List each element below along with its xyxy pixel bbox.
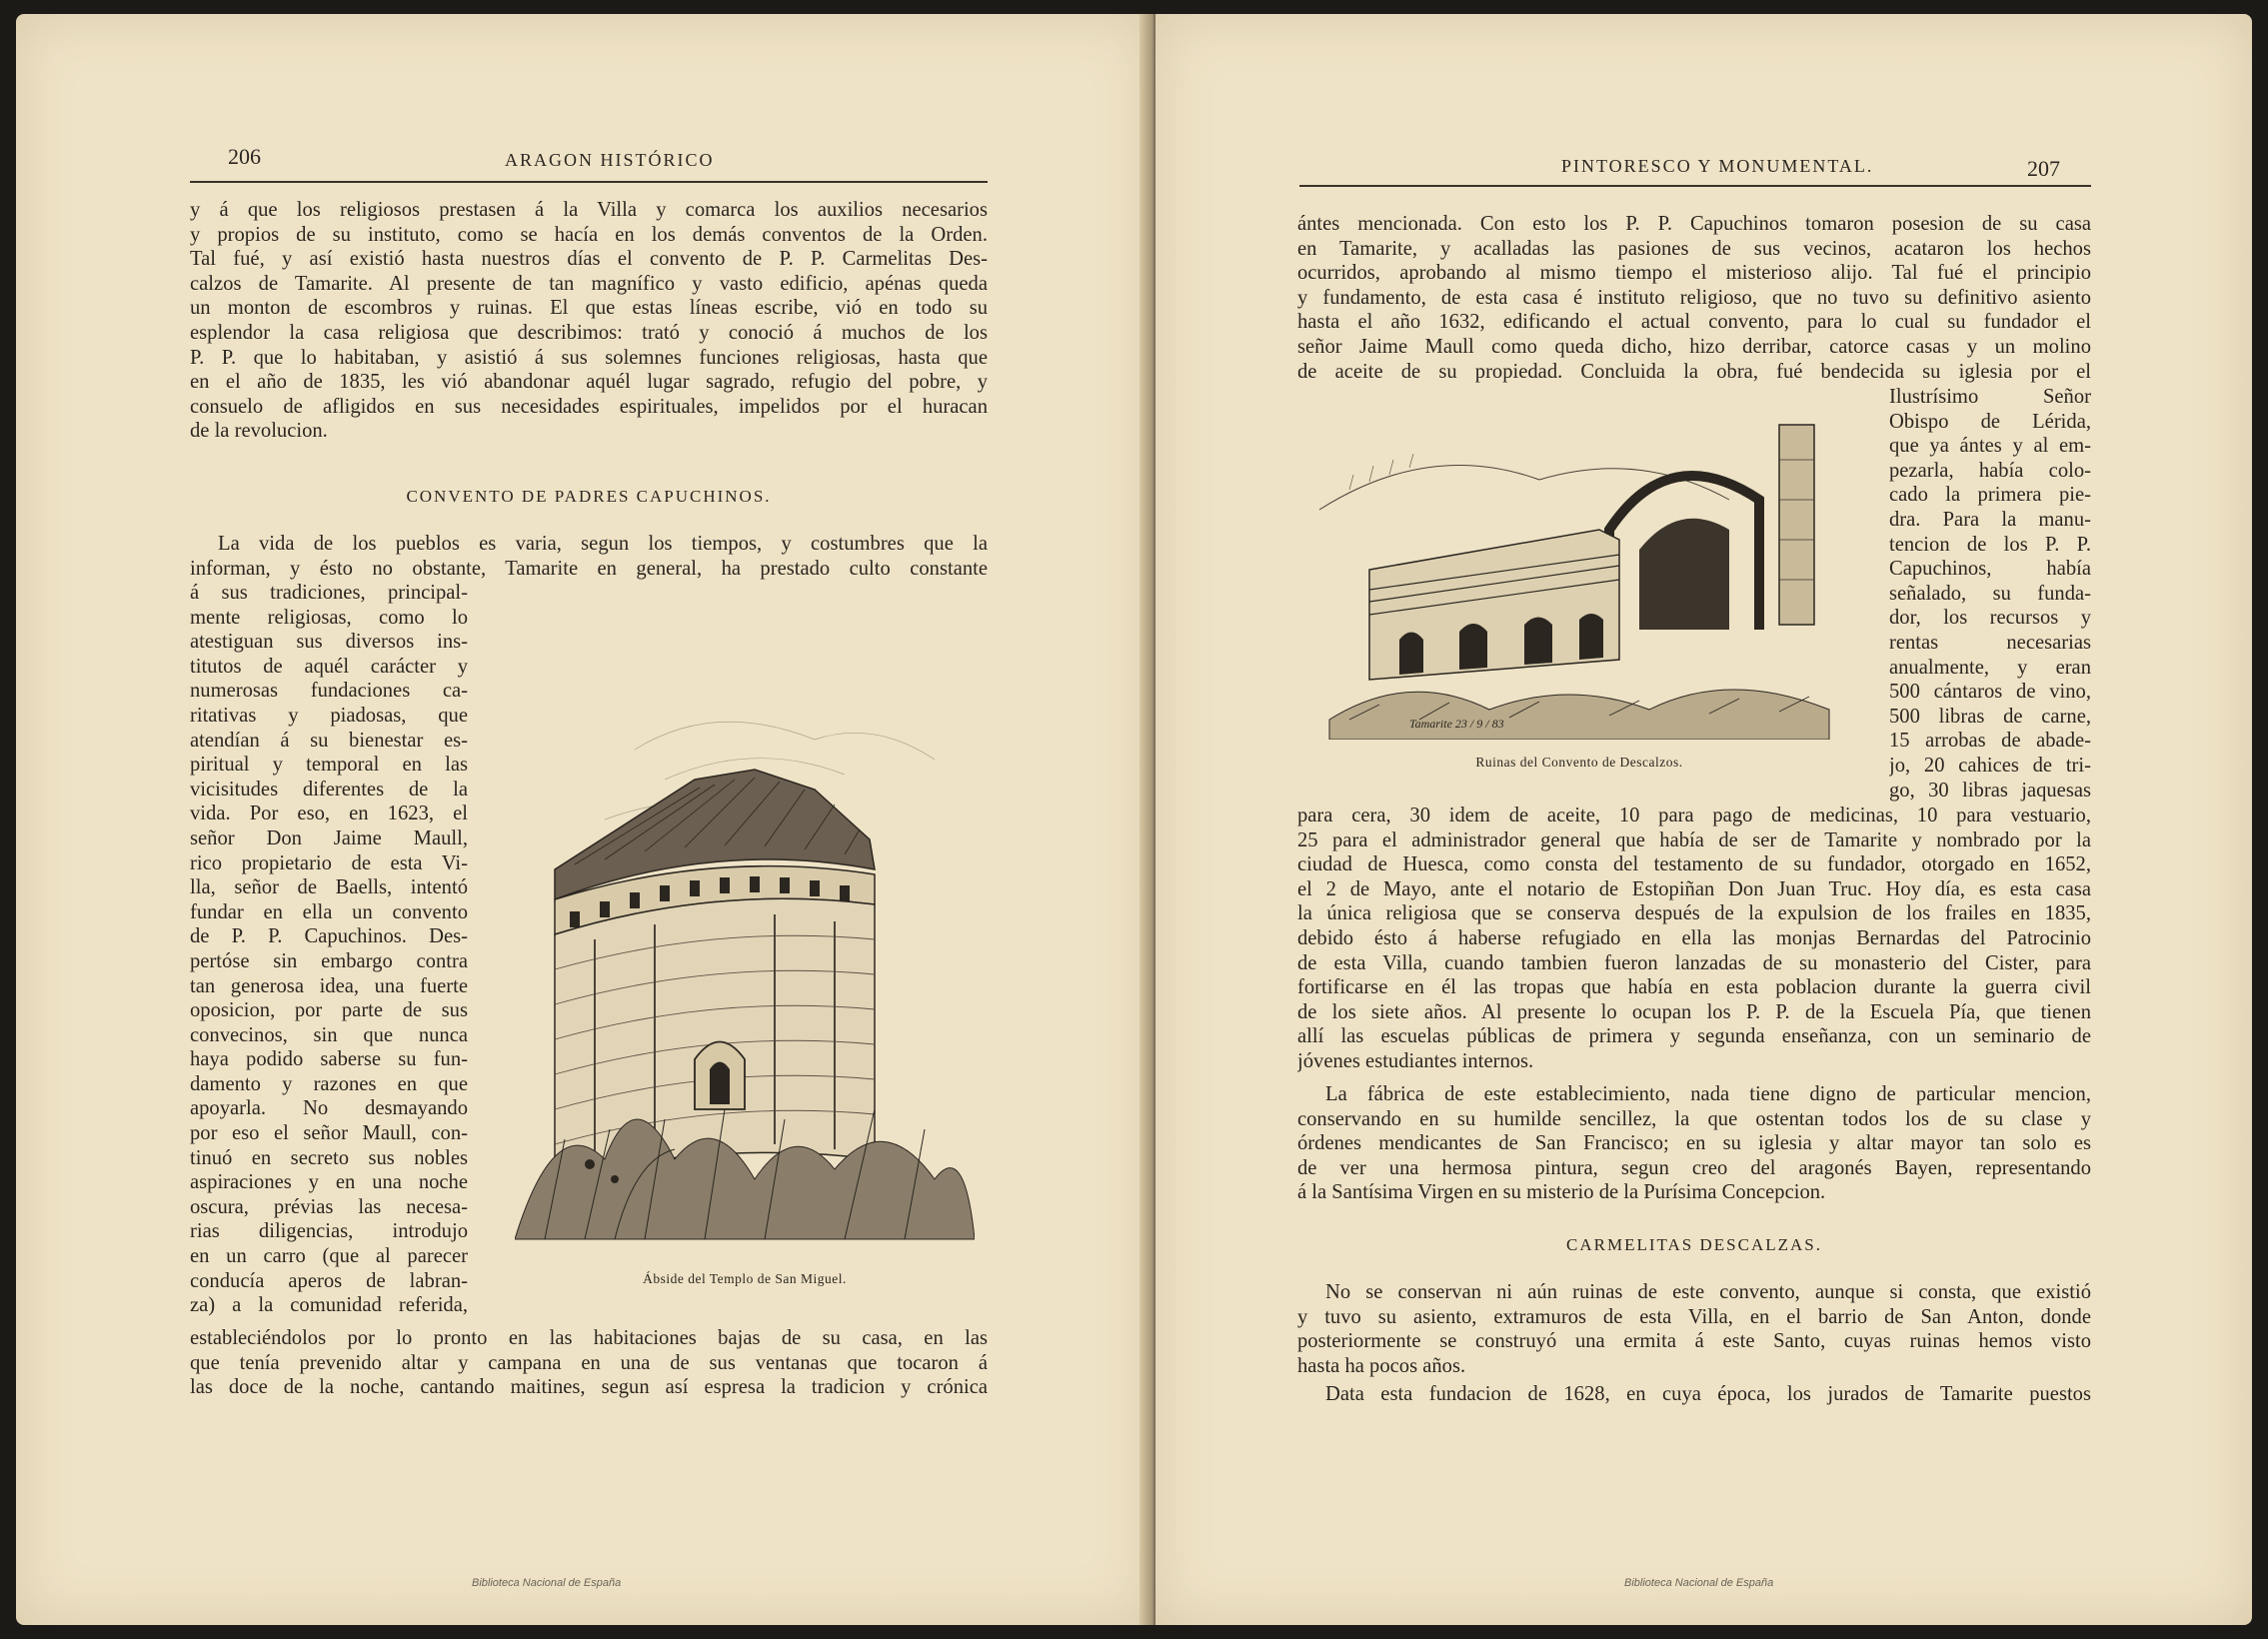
- right-paragraph-1-tail: [1297, 804, 2091, 1074]
- ruins-artist-signature: Tamarite 23 / 9 / 83: [1409, 717, 1504, 731]
- left-paragraph-2-intro: [190, 532, 988, 581]
- right-paragraph-1-wrap-line: cado la primera pie-: [1889, 484, 2091, 507]
- left-paragraph-2-wrap-line: atestiguan sus diversos ins-: [190, 631, 468, 654]
- right-paragraph-2-line: La fábrica de este establecimiento, nada tiene digno de particular mencion,: [1325, 1083, 2091, 1105]
- left-footer: Biblioteca Nacional de España: [472, 1577, 622, 1589]
- right-paragraph-2-line: órdenes mendicantes de San Francisco; en su iglesia y altar mayor tan solo es: [1297, 1132, 2091, 1155]
- left-paragraph-2-wrap-line: za) a la comunidad referida,: [190, 1294, 468, 1317]
- left-paragraph-2-wrap-line: vicisitudes diferentes de la: [190, 778, 468, 801]
- right-paragraph-1-tail-line: de esta Villa, cuando tambien fueron lanzadas de su monasterio del Cister, para: [1297, 951, 2091, 974]
- right-paragraph-1-line: ocurridos, aprobando al mismo tiempo el misterioso alijo. Tal fué el principio: [1297, 262, 2091, 285]
- left-paragraph-2-wrap-line: ritativas y piadosas, que: [190, 704, 468, 727]
- right-paragraph-1-wrap: [1889, 385, 2091, 803]
- right-paragraph-1-line: ántes mencionada. Con esto los P. P. Capuchinos tomaron posesion de su casa: [1297, 213, 2091, 235]
- left-paragraph-2-wrap-line: rias diligencias, introdujo: [190, 1220, 468, 1243]
- right-paragraph-1-line: hasta el año 1632, edificando el actual convento, para lo cual su fundador el: [1297, 311, 2091, 334]
- right-paragraph-4-line: Data esta fundacion de 1628, en cuya época, los jurados de Tamarite puestos: [1325, 1383, 2091, 1405]
- left-paragraph-2-wrap-line: de P. P. Capuchinos. Des-: [190, 925, 468, 948]
- right-paragraph-3: [1297, 1280, 2091, 1378]
- right-section-heading: CARMELITAS DESCALZAS.: [1566, 1235, 1822, 1254]
- right-paragraph-1-line: en Tamarite, y acalladas las pasiones de sus vecinos, acataron los hechos: [1297, 237, 2091, 260]
- left-paragraph-2-wrap-line: oscura, prévias las necesa-: [190, 1195, 468, 1218]
- left-paragraph-2-tail: [190, 1326, 988, 1400]
- ruins-drawing: [1309, 420, 1849, 740]
- right-paragraph-3-line: posteriormente se construyó una ermita á este Santo, cuyas ruinas hemos visto: [1297, 1330, 2091, 1353]
- left-paragraph-2-line: La vida de los pueblos es varia, segun los tiempos, y costumbres que la: [218, 533, 988, 555]
- right-paragraph-1-tail-line: la única religiosa que se conserva después de la expulsion de los frailes en 1835,: [1297, 902, 2091, 925]
- left-paragraph-2-wrap-line: titutos de aquél carácter y: [190, 655, 468, 678]
- right-paragraph-3-line: hasta ha pocos años.: [1297, 1354, 1466, 1377]
- right-paragraph-1-tail-line: fortificarse en él las tropas que había en esta poblacion durante la guerra civil: [1297, 976, 2091, 999]
- right-paragraph-1-wrap-line: dra. Para la manu-: [1889, 508, 2091, 531]
- right-paragraph-1-tail-line: allí las escuelas públicas de primera y segunda enseñanza, con un seminario de: [1297, 1025, 2091, 1048]
- left-paragraph-2-wrap-line: pertóse sin embargo contra: [190, 949, 468, 972]
- right-paragraph-1-wrap-line: Ilustrísimo Señor: [1889, 386, 2091, 408]
- left-paragraph-1-line: Tal fué, y así existió hasta nuestros días el convento de P. P. Carmelitas Des-: [190, 248, 988, 271]
- left-paragraph-1-line: de la revolucion.: [190, 420, 328, 443]
- left-paragraph-2-wrap-line: en un carro (que al parecer: [190, 1245, 468, 1268]
- left-paragraph-1-line: consuelo de afligidos en sus necesidades espirituales, impelidos por el huracan: [190, 395, 988, 418]
- left-paragraph-2-wrap-line: damento y razones en que: [190, 1072, 468, 1095]
- left-paragraph-2-wrap-line: mente religiosas, como lo: [190, 606, 468, 629]
- left-page-number: 206: [228, 144, 261, 169]
- right-paragraph-2-line: á la Santísima Virgen en su misterio de la Purísima Concepcion.: [1297, 1181, 1826, 1204]
- right-paragraph-1-wrap-line: señalado, su funda-: [1889, 582, 2091, 605]
- right-paragraph-1-wrap-line: jo, 20 cahices de tri-: [1889, 754, 2091, 777]
- left-paragraph-2-wrap-line: á sus tradiciones, principal-: [190, 582, 468, 604]
- left-paragraph-2-wrap: [190, 581, 468, 1318]
- left-section-heading: CONVENTO DE PADRES CAPUCHINOS.: [406, 487, 772, 506]
- left-paragraph-2-wrap-line: señor Don Jaime Maull,: [190, 826, 468, 849]
- left-paragraph-2-wrap-line: convecinos, sin que nunca: [190, 1023, 468, 1046]
- left-running-header: ARAGON HISTÓRICO: [505, 150, 715, 170]
- left-paragraph-1-line: P. P. que lo habitaban, y asistió á sus solemnes funciones religiosas, hasta que: [190, 346, 988, 369]
- left-paragraph-2-wrap-line: conducía aperos de labran-: [190, 1269, 468, 1292]
- left-paragraph-2-wrap-line: vida. Por eso, en 1623, el: [190, 803, 468, 825]
- right-paragraph-1-wrap-line: anualmente, y eran: [1889, 656, 2091, 679]
- right-paragraph-3-line: y tuvo su asiento, extramuros de esta Villa, en el barrio de San Anton, donde: [1297, 1305, 2091, 1328]
- right-paragraph-1-wrap-line: go, 30 libras jaquesas: [1889, 779, 2091, 802]
- left-paragraph-1-line: un monton de escombros y ruinas. El que estas líneas escribe, vió en todo su: [190, 297, 988, 320]
- apse-drawing: [515, 640, 975, 1249]
- right-paragraph-1-wrap-line: Obispo de Lérida,: [1889, 410, 2091, 433]
- left-paragraph-2-wrap-line: tan generosa idea, una fuerte: [190, 974, 468, 997]
- apse-illustration-caption: Ábside del Templo de San Miguel.: [643, 1271, 847, 1286]
- left-paragraph-1-line: y á que los religiosos prestasen á la Villa y comarca los auxilios necesarios: [190, 199, 988, 221]
- left-paragraph-2-line: informan, y ésto no obstante, Tamarite en general, ha prestado culto constante: [190, 557, 988, 580]
- right-paragraph-1-line: de aceite de su propiedad. Concluida la obra, fué bendecida su iglesia por el: [1297, 360, 2091, 383]
- right-paragraph-1-wrap-line: 15 arrobas de abade-: [1889, 730, 2091, 753]
- ruins-illustration-caption: Ruinas del Convento de Descalzos.: [1475, 755, 1683, 770]
- ruins-illustration: [1309, 420, 1849, 740]
- left-paragraph-1-line: esplendor la casa religiosa que describimos: trató y conoció á muchos de los: [190, 321, 988, 344]
- right-paragraph-1-wrap-line: que ya ántes y al em-: [1889, 435, 2091, 458]
- left-paragraph-2-wrap-line: por eso el señor Maull, con-: [190, 1122, 468, 1145]
- right-paragraph-1-wrap-line: 500 cántaros de vino,: [1889, 681, 2091, 704]
- apse-illustration: [515, 640, 975, 1249]
- right-paragraph-1-tail-line: jóvenes estudiantes internos.: [1297, 1049, 1534, 1072]
- right-paragraph-1-tail-line: el 2 de Mayo, ante el notario de Estopiñan Don Juan Truc. Hoy día, es esta casa: [1297, 877, 2091, 900]
- right-footer: Biblioteca Nacional de España: [1624, 1577, 1774, 1589]
- left-paragraph-1-line: en el año de 1835, les vió abandonar aquél lugar sagrado, refugio del pobre, y: [190, 371, 988, 394]
- left-paragraph-2-wrap-line: fundar en ella un convento: [190, 900, 468, 923]
- left-paragraph-2-tail-line: las doce de la noche, cantando maitines, segun así espresa la tradicion y crónica: [190, 1376, 988, 1399]
- left-paragraph-2-tail-line: que tenía prevenido altar y campana en una de sus ventanas que tocaron á: [190, 1351, 988, 1374]
- right-paragraph-1-wrap-line: tencion de los P. P.: [1889, 533, 2091, 556]
- right-paragraph-1-intro: [1297, 212, 2091, 384]
- right-paragraph-1-tail-line: debido ésto á haberse refugiado en ella las monjas Bernardas del Patrocinio: [1297, 926, 2091, 949]
- right-paragraph-1-wrap-line: pezarla, había colo-: [1889, 459, 2091, 482]
- right-paragraph-3-line: No se conservan ni aún ruinas de este convento, aunque si consta, que existió: [1325, 1281, 2091, 1303]
- right-running-header: PINTORESCO Y MONUMENTAL.: [1561, 156, 1874, 176]
- right-paragraph-1-tail-line: ciudad de Huesca, como consta del testamento de su fundador, otorgado en 1652,: [1297, 853, 2091, 876]
- right-paragraph-1-tail-line: para cera, 30 idem de aceite, 10 para pago de medicinas, 10 para vestuario,: [1297, 805, 2091, 826]
- right-paragraph-2: [1297, 1082, 2091, 1205]
- left-paragraph-2-tail-line: estableciéndolos por lo pronto en las habitaciones bajas de su casa, en las: [190, 1327, 988, 1349]
- left-paragraph-2-wrap-line: aspiraciones y en una noche: [190, 1171, 468, 1194]
- right-header-rule: [1299, 185, 2091, 187]
- right-paragraph-1-wrap-line: 500 libras de carne,: [1889, 705, 2091, 728]
- right-page-number: 207: [2027, 156, 2060, 181]
- left-paragraph-1: [190, 198, 988, 444]
- left-paragraph-2-wrap-line: numerosas fundaciones ca-: [190, 680, 468, 703]
- left-paragraph-2-wrap-line: piritual y temporal en las: [190, 754, 468, 777]
- right-paragraph-1-wrap-line: Capuchinos, había: [1889, 558, 2091, 581]
- left-paragraph-2-wrap-line: haya podido saberse su fun-: [190, 1048, 468, 1071]
- right-paragraph-1-wrap-line: rentas necesarias: [1889, 631, 2091, 654]
- left-paragraph-2-wrap-line: apoyarla. No desmayando: [190, 1097, 468, 1120]
- right-paragraph-1-line: señor Jaime Maull como queda dicho, hizo derribar, catorce casas y un molino: [1297, 335, 2091, 358]
- left-paragraph-1-line: calzos de Tamarite. Al presente de tan magnífico y vasto edificio, apénas queda: [190, 272, 988, 295]
- right-paragraph-1-tail-line: de los siete años. Al presente lo ocupan los P. P. de la Escuela Pía, que tienen: [1297, 1000, 2091, 1023]
- left-paragraph-1-line: y propios de su instituto, como se hacía en los demás conventos de la Orden.: [190, 223, 988, 246]
- right-paragraph-1-wrap-line: dor, los recursos y: [1889, 607, 2091, 630]
- left-header-rule: [190, 181, 988, 183]
- right-paragraph-4: [1297, 1382, 2091, 1407]
- left-paragraph-2-wrap-line: lla, señor de Baells, intentó: [190, 876, 468, 899]
- right-paragraph-2-line: conservando en su humilde sencillez, la que ostentan todos los de su clase y: [1297, 1107, 2091, 1130]
- right-paragraph-2-line: de ver una hermosa pintura, segun creo del aragonés Bayen, representando: [1297, 1156, 2091, 1179]
- right-paragraph-1-line: y fundamento, de esta casa é instituto religioso, que no tuvo su definitivo asiento: [1297, 286, 2091, 309]
- left-paragraph-2-wrap-line: atendían á su bienestar es-: [190, 729, 468, 752]
- left-paragraph-2-wrap-line: oposicion, por parte de sus: [190, 999, 468, 1022]
- right-paragraph-1-tail-line: 25 para el administrador general que había de ser de Tamarite y nombrado por la: [1297, 828, 2091, 851]
- left-paragraph-2-wrap-line: rico propietario de esta Vi-: [190, 851, 468, 874]
- left-paragraph-2-wrap-line: tinuó en secreto sus nobles: [190, 1146, 468, 1169]
